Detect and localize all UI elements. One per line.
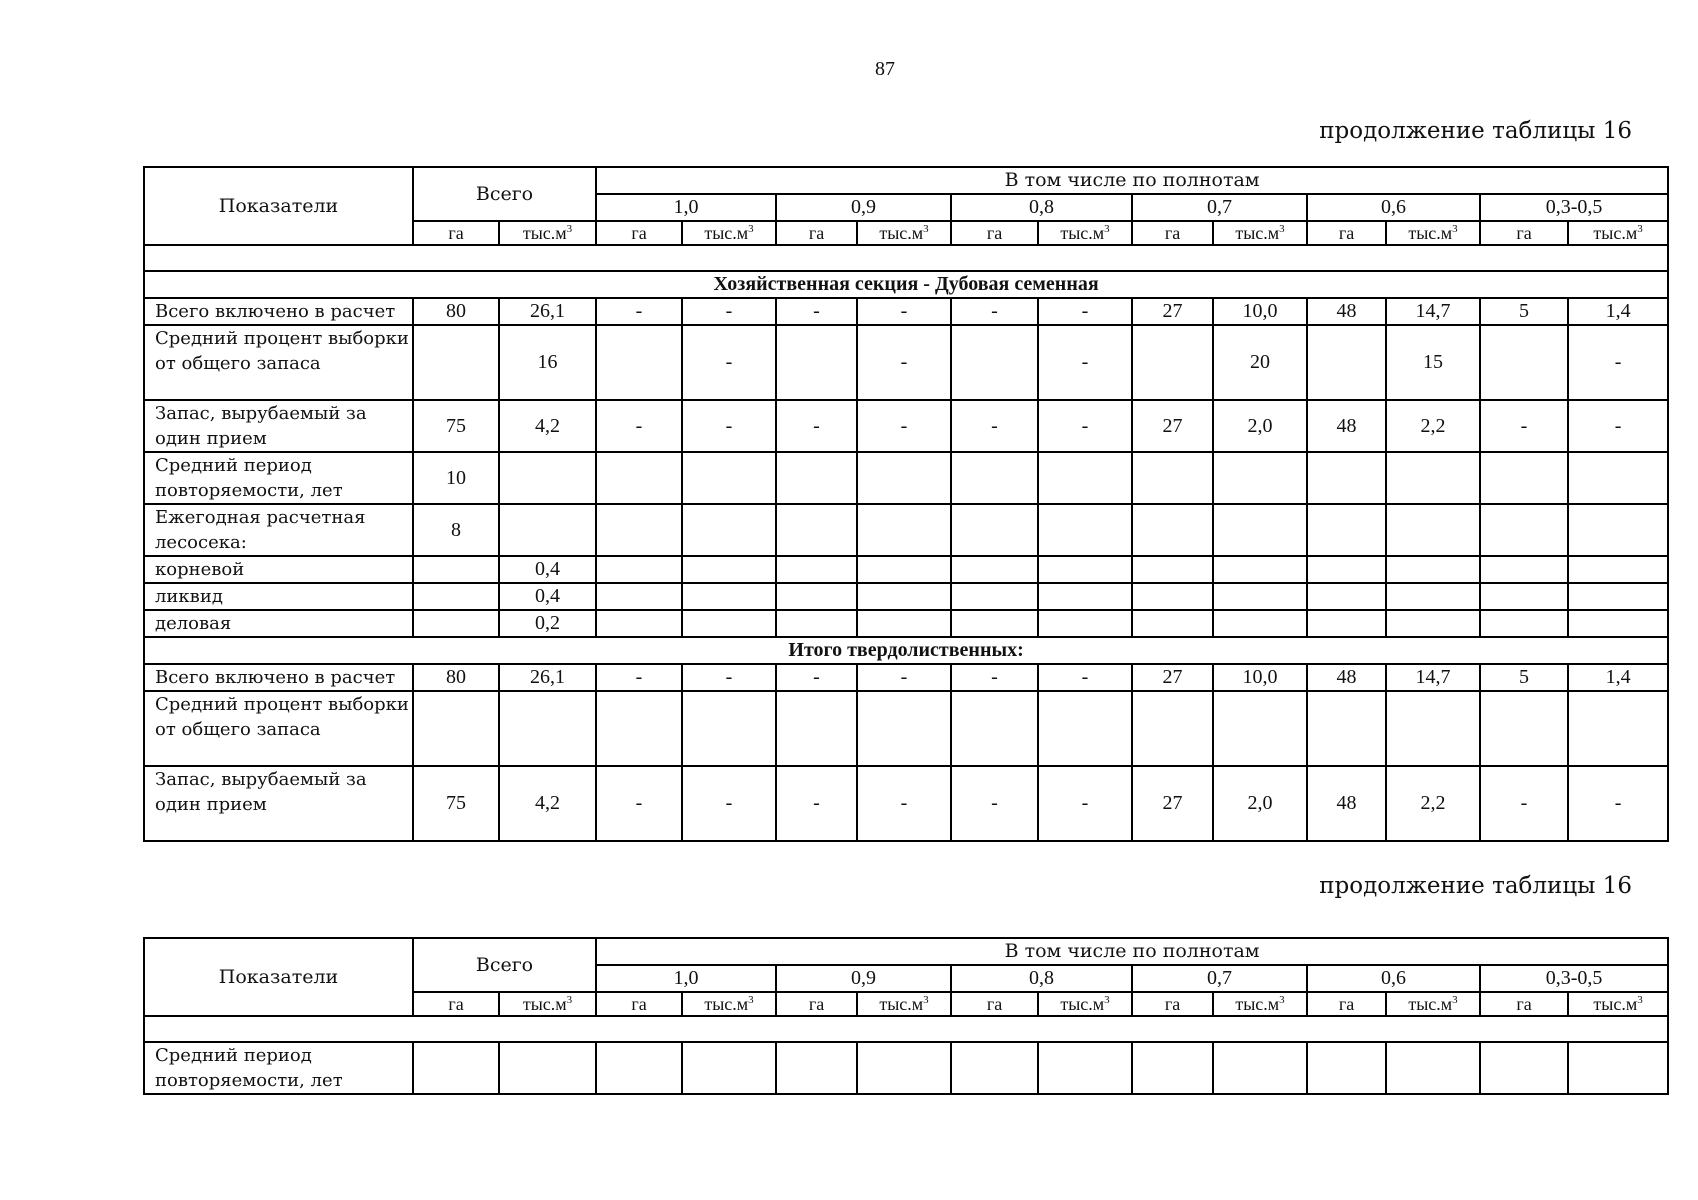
section-row <box>144 637 1668 664</box>
table-cell: - <box>1568 325 1668 400</box>
table-cell <box>776 1042 857 1094</box>
unit-volume-text: тыс.м <box>1060 994 1105 1014</box>
unit-ha: га <box>951 221 1038 245</box>
table-cell <box>857 583 951 610</box>
unit-volume-exponent: 3 <box>566 223 573 235</box>
table-row <box>144 766 1668 841</box>
unit-volume-exponent: 3 <box>1279 223 1285 235</box>
unit-volume-text: тыс.м <box>1060 223 1105 243</box>
table-cell: 2,2 <box>1386 766 1480 841</box>
table-cell: - <box>682 664 776 691</box>
row-label: Средний процент выборки от общего запаса <box>144 691 413 766</box>
unit-ha: га <box>596 221 682 245</box>
table-cell <box>682 610 776 637</box>
table-cell: - <box>951 766 1038 841</box>
unit-volume <box>857 992 951 1016</box>
unit-volume <box>499 221 596 245</box>
table-cell: 4,2 <box>499 766 596 841</box>
table-cell <box>1132 325 1213 400</box>
table-cell <box>1307 556 1386 583</box>
unit-volume-exponent: 3 <box>1104 994 1110 1006</box>
table-cell: - <box>857 298 951 325</box>
unit-volume <box>1386 221 1480 245</box>
table-row <box>144 298 1668 325</box>
unit-volume-exponent: 3 <box>923 994 929 1006</box>
table-cell: 27 <box>1132 298 1213 325</box>
table-cell <box>1213 452 1307 504</box>
table-cell: - <box>596 664 682 691</box>
header-density: 0,3-0,5 <box>1480 194 1668 221</box>
table-cell <box>596 691 682 766</box>
header-density: 0,9 <box>776 965 951 992</box>
table-cell <box>682 1042 776 1094</box>
unit-volume-text: тыс.м <box>1593 223 1638 243</box>
table-cell <box>596 452 682 504</box>
unit-volume-text: тыс.м <box>1235 223 1280 243</box>
table-cell: - <box>776 664 857 691</box>
table-cell <box>1480 556 1568 583</box>
table-body <box>144 245 1668 841</box>
table-cell <box>596 504 682 556</box>
unit-volume-exponent: 3 <box>1279 994 1285 1006</box>
table-cell <box>596 325 682 400</box>
row-label: Запас, вырубаемый за один прием <box>144 400 413 452</box>
table-cell: 2,0 <box>1213 400 1307 452</box>
table-cell <box>1132 691 1213 766</box>
table-cell: 2,0 <box>1213 766 1307 841</box>
blank-cell <box>144 1016 1668 1042</box>
table-cell <box>1307 583 1386 610</box>
table-cell <box>1568 610 1668 637</box>
header-total: Всего <box>413 938 596 992</box>
table-cell: - <box>1038 298 1132 325</box>
table-cell <box>951 583 1038 610</box>
header-density: 0,8 <box>951 965 1132 992</box>
blank-row <box>144 245 1668 271</box>
table-cell <box>596 1042 682 1094</box>
table-cell <box>1307 1042 1386 1094</box>
table-cell <box>499 504 596 556</box>
unit-volume-text: тыс.м <box>879 223 924 243</box>
table-cell <box>1480 1042 1568 1094</box>
unit-volume <box>682 221 776 245</box>
unit-ha: га <box>596 992 682 1016</box>
unit-ha: га <box>1132 221 1213 245</box>
unit-volume-text: тыс.м <box>879 994 924 1014</box>
table-cell: - <box>951 298 1038 325</box>
table-cell <box>1038 583 1132 610</box>
blank-cell <box>144 245 1668 271</box>
table-row <box>144 504 1668 556</box>
row-label: Ежегодная расчетная лесосека: <box>144 504 413 556</box>
table-cell <box>1132 583 1213 610</box>
table-cell <box>776 556 857 583</box>
unit-volume-exponent: 3 <box>566 994 573 1006</box>
unit-volume-text: тыс.м <box>1593 994 1638 1014</box>
table-cell: 10,0 <box>1213 298 1307 325</box>
table-cell <box>776 325 857 400</box>
forest-table-1 <box>143 166 1669 842</box>
unit-ha: га <box>776 992 857 1016</box>
table-row <box>144 610 1668 637</box>
table-cell: 5 <box>1480 298 1568 325</box>
table-cell: 8 <box>413 504 499 556</box>
header-by-density: В том числе по полнотам <box>596 938 1668 965</box>
table-cell: - <box>1480 400 1568 452</box>
table-cell <box>951 691 1038 766</box>
table-cell: 14,7 <box>1386 664 1480 691</box>
table-cell <box>682 691 776 766</box>
table-cell: - <box>1480 766 1568 841</box>
table-cell <box>1038 1042 1132 1094</box>
header-by-density: В том числе по полнотам <box>596 167 1668 194</box>
header-density: 1,0 <box>596 965 776 992</box>
table-cell: 10,0 <box>1213 664 1307 691</box>
table-cell: 27 <box>1132 400 1213 452</box>
table-cell <box>1568 556 1668 583</box>
unit-ha: га <box>413 992 499 1016</box>
header-density: 1,0 <box>596 194 776 221</box>
table-cell <box>1386 1042 1480 1094</box>
table-cell <box>596 583 682 610</box>
table-cell <box>413 1042 499 1094</box>
table-cell <box>1568 691 1668 766</box>
unit-volume-exponent: 3 <box>1452 994 1458 1006</box>
table-cell <box>776 691 857 766</box>
table-cell: - <box>1568 400 1668 452</box>
header-density: 0,7 <box>1132 194 1307 221</box>
table-cell <box>1213 583 1307 610</box>
table-cell: - <box>596 298 682 325</box>
table-body <box>144 1016 1668 1094</box>
unit-volume-text: тыс.м <box>1408 223 1453 243</box>
table-cell: 10 <box>413 452 499 504</box>
section-title: Хозяйственная секция - Дубовая семенная <box>144 271 1668 298</box>
row-label: ликвид <box>144 583 413 610</box>
table-cell <box>1307 452 1386 504</box>
continuation-label: продолжение таблицы 16 <box>1319 873 1632 899</box>
table-cell <box>857 610 951 637</box>
table-cell <box>776 583 857 610</box>
table-cell: 0,2 <box>499 610 596 637</box>
table-cell <box>776 610 857 637</box>
table-cell: 75 <box>413 400 499 452</box>
table-cell: - <box>596 766 682 841</box>
row-label: Средний период повторяемости, лет <box>144 452 413 504</box>
table-cell <box>857 556 951 583</box>
table-cell: - <box>776 766 857 841</box>
table-cell <box>951 325 1038 400</box>
header-density: 0,6 <box>1307 965 1480 992</box>
table-cell: - <box>857 400 951 452</box>
table-cell: 4,2 <box>499 400 596 452</box>
table-cell <box>1568 583 1668 610</box>
table-cell <box>1132 556 1213 583</box>
table-cell: 27 <box>1132 664 1213 691</box>
table-cell: - <box>1568 766 1668 841</box>
unit-volume <box>1038 992 1132 1016</box>
table-row <box>144 1042 1668 1094</box>
header-density: 0,6 <box>1307 194 1480 221</box>
table-cell <box>1307 691 1386 766</box>
table-cell <box>413 583 499 610</box>
table-cell: - <box>682 400 776 452</box>
table-cell: 26,1 <box>499 298 596 325</box>
unit-volume <box>682 992 776 1016</box>
table-cell <box>1132 1042 1213 1094</box>
header-density: 0,9 <box>776 194 951 221</box>
unit-ha: га <box>1307 992 1386 1016</box>
table-cell: 2,2 <box>1386 400 1480 452</box>
unit-ha: га <box>413 221 499 245</box>
row-label: Средний период повторяемости, лет <box>144 1042 413 1094</box>
table-cell <box>1038 691 1132 766</box>
table-cell <box>951 610 1038 637</box>
header-density: 0,3-0,5 <box>1480 965 1668 992</box>
section-title: Итого твердолиственных: <box>144 637 1668 664</box>
table-cell <box>857 691 951 766</box>
table-cell <box>1038 556 1132 583</box>
table-cell <box>1568 504 1668 556</box>
unit-volume-exponent: 3 <box>748 223 754 235</box>
table-cell: 14,7 <box>1386 298 1480 325</box>
table-cell <box>1386 691 1480 766</box>
table-cell <box>1480 452 1568 504</box>
table-cell <box>1480 610 1568 637</box>
table-row <box>144 400 1668 452</box>
table-cell <box>413 325 499 400</box>
unit-volume <box>1568 221 1668 245</box>
table-cell <box>1480 325 1568 400</box>
header-density: 0,8 <box>951 194 1132 221</box>
table-cell: 1,4 <box>1568 298 1668 325</box>
table-cell <box>951 1042 1038 1094</box>
table-cell: - <box>857 664 951 691</box>
table-cell <box>1568 452 1668 504</box>
table-cell: 16 <box>499 325 596 400</box>
table-cell <box>413 610 499 637</box>
table-cell: 5 <box>1480 664 1568 691</box>
table-cell <box>1132 504 1213 556</box>
table-cell <box>1386 610 1480 637</box>
row-label: деловая <box>144 610 413 637</box>
table-cell: - <box>682 298 776 325</box>
table-cell: - <box>857 766 951 841</box>
table-cell: - <box>596 400 682 452</box>
table-cell <box>682 556 776 583</box>
table-cell <box>857 1042 951 1094</box>
table-cell: - <box>682 766 776 841</box>
unit-volume-text: тыс.м <box>522 223 567 243</box>
table-cell <box>499 452 596 504</box>
table-cell <box>857 504 951 556</box>
table-header <box>144 167 1668 245</box>
table-cell <box>1307 504 1386 556</box>
table-cell <box>499 691 596 766</box>
header-indicators: Показатели <box>144 938 413 1016</box>
unit-ha: га <box>1480 992 1568 1016</box>
table-cell: 0,4 <box>499 556 596 583</box>
table-cell <box>1386 452 1480 504</box>
table-cell: 15 <box>1386 325 1480 400</box>
unit-volume-text: тыс.м <box>1235 994 1280 1014</box>
table-row <box>144 452 1668 504</box>
unit-volume <box>857 221 951 245</box>
row-label: корневой <box>144 556 413 583</box>
unit-volume-exponent: 3 <box>923 223 929 235</box>
table-cell <box>857 452 951 504</box>
row-label: Средний процент выборки от общего запаса <box>144 325 413 400</box>
table-cell <box>1307 610 1386 637</box>
table-cell <box>1132 610 1213 637</box>
unit-ha: га <box>1132 992 1213 1016</box>
table-row <box>144 664 1668 691</box>
unit-volume <box>1568 992 1668 1016</box>
table-cell <box>1213 556 1307 583</box>
table-cell <box>413 556 499 583</box>
table-cell <box>1386 504 1480 556</box>
table-cell: 1,4 <box>1568 664 1668 691</box>
table-row <box>144 556 1668 583</box>
continuation-label: продолжение таблицы 16 <box>1319 118 1632 144</box>
table-cell: 0,4 <box>499 583 596 610</box>
table-cell <box>951 504 1038 556</box>
table-cell <box>1038 452 1132 504</box>
table-cell <box>1480 691 1568 766</box>
unit-volume <box>1038 221 1132 245</box>
table-cell <box>776 452 857 504</box>
unit-volume-exponent: 3 <box>1452 223 1458 235</box>
unit-volume <box>1386 992 1480 1016</box>
table-cell <box>951 452 1038 504</box>
table-cell <box>1038 504 1132 556</box>
table-cell: 48 <box>1307 664 1386 691</box>
table-cell: 75 <box>413 766 499 841</box>
table-cell: 48 <box>1307 400 1386 452</box>
table-cell: - <box>1038 325 1132 400</box>
table-cell <box>596 610 682 637</box>
unit-volume <box>1213 992 1307 1016</box>
unit-ha: га <box>776 221 857 245</box>
table-cell: 20 <box>1213 325 1307 400</box>
table-cell: - <box>776 298 857 325</box>
table-cell: 48 <box>1307 298 1386 325</box>
table-cell <box>1213 504 1307 556</box>
table-cell: - <box>776 400 857 452</box>
table-cell <box>413 691 499 766</box>
unit-volume-text: тыс.м <box>1408 994 1453 1014</box>
blank-row <box>144 1016 1668 1042</box>
unit-volume-text: тыс.м <box>704 994 749 1014</box>
table-cell: 80 <box>413 664 499 691</box>
table-cell <box>1038 610 1132 637</box>
row-label: Всего включено в расчет <box>144 298 413 325</box>
table-cell <box>951 556 1038 583</box>
table-cell <box>776 504 857 556</box>
header-total: Всего <box>413 167 596 221</box>
table-header <box>144 938 1668 1016</box>
unit-volume <box>499 992 596 1016</box>
table-cell <box>682 583 776 610</box>
table-row <box>144 325 1668 400</box>
table-cell <box>596 556 682 583</box>
table-cell <box>1213 610 1307 637</box>
unit-volume-text: тыс.м <box>704 223 749 243</box>
table-cell: - <box>857 325 951 400</box>
table-cell <box>682 504 776 556</box>
table-row <box>144 691 1668 766</box>
table-cell <box>1386 583 1480 610</box>
unit-volume-exponent: 3 <box>1637 994 1643 1006</box>
unit-volume-exponent: 3 <box>748 994 754 1006</box>
forest-table-2 <box>143 937 1669 1095</box>
row-label: Всего включено в расчет <box>144 664 413 691</box>
table-cell: - <box>1038 400 1132 452</box>
page-number: 87 <box>875 58 895 80</box>
unit-ha: га <box>1480 221 1568 245</box>
table-cell <box>1213 1042 1307 1094</box>
table-cell <box>1480 504 1568 556</box>
table-cell <box>1568 1042 1668 1094</box>
table-cell: - <box>1038 664 1132 691</box>
table-cell: - <box>682 325 776 400</box>
table-cell: 27 <box>1132 766 1213 841</box>
unit-ha: га <box>1307 221 1386 245</box>
header-density: 0,7 <box>1132 965 1307 992</box>
unit-volume-exponent: 3 <box>1104 223 1110 235</box>
unit-volume <box>1213 221 1307 245</box>
table-cell: - <box>1038 766 1132 841</box>
table-cell <box>1386 556 1480 583</box>
table-cell: 48 <box>1307 766 1386 841</box>
unit-volume-exponent: 3 <box>1637 223 1643 235</box>
table-cell <box>1213 691 1307 766</box>
row-label: Запас, вырубаемый за один прием <box>144 766 413 841</box>
table-cell <box>499 1042 596 1094</box>
unit-volume-text: тыс.м <box>522 994 567 1014</box>
section-row <box>144 271 1668 298</box>
table-cell <box>1132 452 1213 504</box>
table-cell: - <box>951 664 1038 691</box>
table-cell: 80 <box>413 298 499 325</box>
header-indicators: Показатели <box>144 167 413 245</box>
table-cell <box>1307 325 1386 400</box>
unit-ha: га <box>951 992 1038 1016</box>
table-cell: - <box>951 400 1038 452</box>
table-cell: 26,1 <box>499 664 596 691</box>
table-row <box>144 583 1668 610</box>
table-cell <box>682 452 776 504</box>
table-cell <box>1480 583 1568 610</box>
